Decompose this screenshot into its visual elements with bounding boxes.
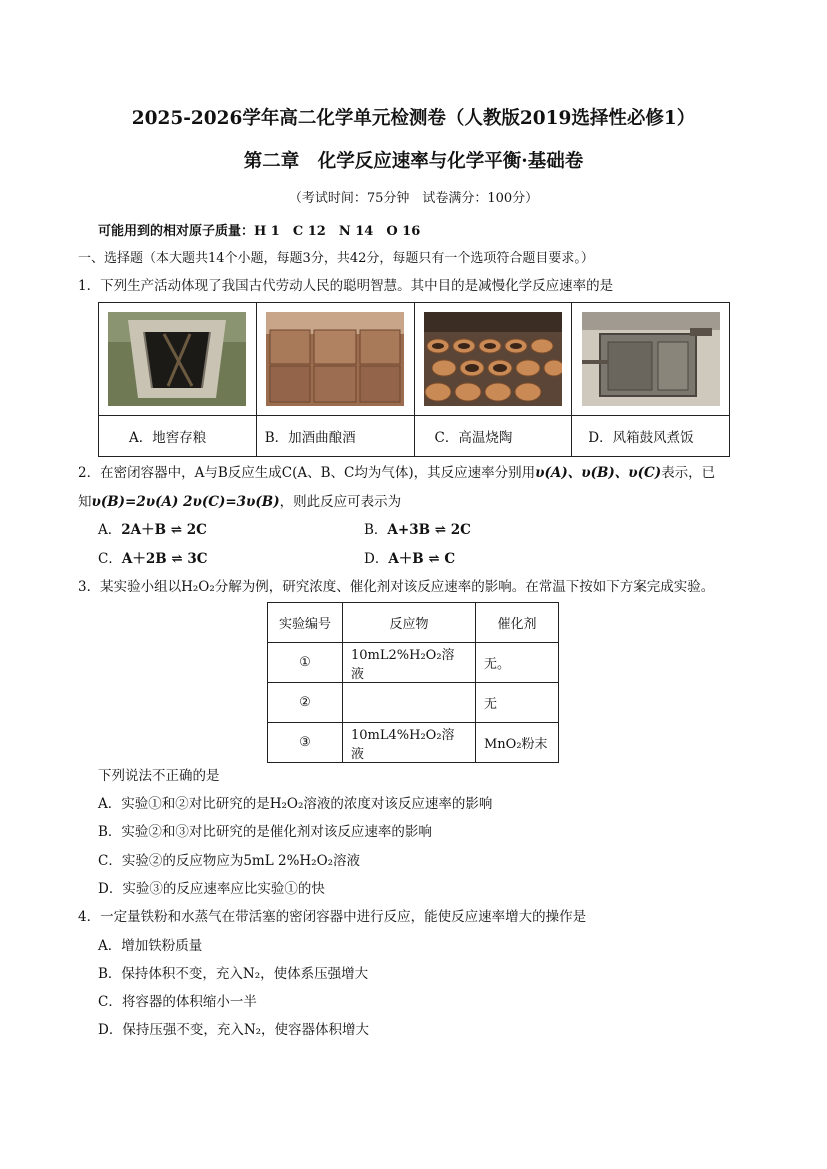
q4-option-a: A．增加铁粉质量 bbox=[98, 938, 203, 954]
q1-option-c: C．高温烧陶 bbox=[434, 430, 513, 446]
table-header-row bbox=[268, 603, 559, 643]
pottery-photo bbox=[424, 312, 562, 406]
cellar-photo bbox=[108, 312, 246, 406]
q2-option-c: C．A＋2B ⇌ 3C bbox=[98, 551, 208, 567]
table-row bbox=[268, 643, 559, 683]
experiment-table bbox=[267, 602, 559, 763]
table-header: 催化剂 bbox=[476, 603, 559, 643]
q1-option-d-cell bbox=[572, 303, 729, 456]
section-heading: 一、选择题（本大题共14个小题，每题3分，共42分，每题只有一个选项符合题目要求。） bbox=[78, 251, 594, 266]
q1-option-a: A．地窖存粮 bbox=[129, 430, 207, 446]
table-cell bbox=[343, 683, 476, 723]
q4-stem: 4．一定量铁粉和水蒸气在带活塞的密闭容器中进行反应，能使反应速率增大的操作是 bbox=[78, 909, 587, 925]
q3-option-c: C．实验②的反应物应为5mL 2%H₂O₂溶液 bbox=[98, 853, 361, 869]
q3-option-d: D．实验③的反应速率应比实验①的快 bbox=[98, 881, 325, 897]
table-cell: ② bbox=[268, 683, 343, 723]
q2-option-b: B．A+3B ⇌ 2C bbox=[364, 522, 471, 538]
q2-option-d: D．A＋B ⇌ C bbox=[364, 551, 456, 567]
q2-stem-c: 知 bbox=[78, 494, 92, 510]
table-header: 实验编号 bbox=[268, 603, 343, 643]
table-row bbox=[268, 723, 559, 763]
q1-image-table bbox=[98, 302, 730, 457]
q1-option-a-cell bbox=[99, 303, 257, 456]
q2-stem-line2 bbox=[78, 490, 401, 510]
jiuqu-photo bbox=[266, 312, 404, 406]
bellows-photo bbox=[582, 312, 720, 406]
table-cell: 无。 bbox=[476, 643, 559, 683]
q2-stem-a: 2．在密闭容器中，A与B反应生成C(A、B、C均为气体)，其反应速率分别用 bbox=[78, 465, 536, 481]
q4-option-c: C．将容器的体积缩小一半 bbox=[98, 994, 257, 1010]
q1-option-c-cell bbox=[415, 303, 573, 456]
table-cell: ① bbox=[268, 643, 343, 683]
q4-option-b: B．保持体积不变，充入N₂，使体系压强增大 bbox=[98, 966, 369, 982]
q1-option-b-cell bbox=[257, 303, 415, 456]
q1-stem: 1．下列生产活动体现了我国古代劳动人民的聪明智慧。其中目的是减慢化学反应速率的是 bbox=[78, 278, 614, 294]
table-cell: 无 bbox=[476, 683, 559, 723]
q3-stem: 3．某实验小组以H₂O₂分解为例，研究浓度、催化剂对该反应速率的影响。在常温下按如下方案完成实验。 bbox=[78, 579, 715, 595]
q2-option-a: A．2A＋B ⇌ 2C bbox=[98, 522, 207, 538]
table-cell: 10mL2%H₂O₂溶液 bbox=[343, 643, 476, 683]
q4-option-d: D．保持压强不变，充入N₂，使容器体积增大 bbox=[98, 1022, 370, 1038]
table-cell: MnO₂粉末 bbox=[476, 723, 559, 763]
exam-info: （考试时间：75分钟 试卷满分：100分） bbox=[288, 191, 539, 206]
q2-stem-line1 bbox=[78, 461, 715, 481]
q2-stem-d: ，则此反应可表示为 bbox=[279, 494, 402, 510]
atomic-mass-note: 可能用到的相对原子质量：H 1 C 12 N 14 O 16 bbox=[98, 224, 421, 239]
q1-option-d: D．风箱鼓风煮饭 bbox=[588, 430, 694, 446]
q2-relation: υ(B)=2υ(A) 2υ(C)=3υ(B) bbox=[91, 494, 280, 510]
table-cell: ③ bbox=[268, 723, 343, 763]
q3-option-b: B．实验②和③对比研究的是催化剂对该反应速率的影响 bbox=[98, 824, 432, 840]
q2-stem-b: 表示，已 bbox=[661, 465, 716, 481]
table-cell: 10mL4%H₂O₂溶液 bbox=[343, 723, 476, 763]
q2-rates: υ(A)、υ(B)、υ(C) bbox=[535, 465, 662, 481]
exam-title: 2025-2026学年高二化学单元检测卷（人教版2019选择性必修1） bbox=[131, 108, 696, 129]
chapter-title: 第二章 化学反应速率与化学平衡·基础卷 bbox=[243, 151, 584, 172]
q1-option-b: B．加酒曲酿酒 bbox=[264, 430, 356, 446]
q3-option-a: A．实验①和②对比研究的是H₂O₂溶液的浓度对该反应速率的影响 bbox=[98, 796, 493, 812]
table-header: 反应物 bbox=[343, 603, 476, 643]
q3-prompt: 下列说法不正确的是 bbox=[98, 768, 220, 784]
table-row bbox=[268, 683, 559, 723]
